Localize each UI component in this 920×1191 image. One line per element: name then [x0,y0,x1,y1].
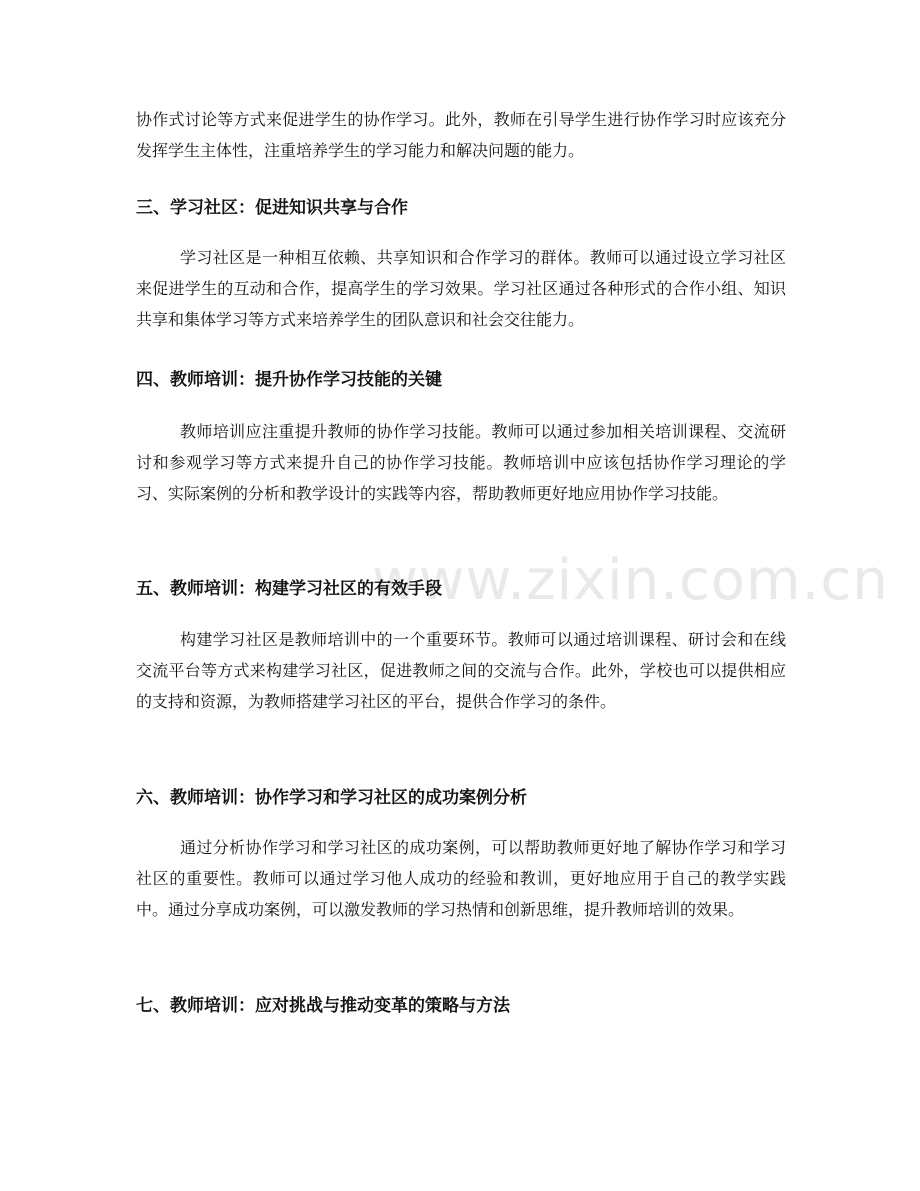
section-heading-4 [136,368,786,392]
heading-text: 六、教师培训：协作学习和学习社区的成功案例分析 [136,788,527,808]
paragraph-text: 学习社区是一种相互依赖、共享知识和合作学习的群体。教师可以通过设立学习社区来促进学生的互动和合作，提高学生的学习效果。学习社区通过各种形式的合作小组、知识共享和集体学习等方式来培养学生的团队意识和社会交往能力。 [136,248,786,329]
paragraph-text: 协作式讨论等方式来促进学生的协作学习。此外，教师在引导学生进行协作学习时应该充分发挥学生主体性，注重培养学生的学习能力和解决问题的能力。 [136,110,786,160]
section-heading-7 [136,994,786,1018]
heading-text: 七、教师培训：应对挑战与推动变革的策略与方法 [136,996,510,1016]
section-heading-3 [136,196,786,220]
section-6-paragraph [136,832,786,925]
paragraph-continuation [136,104,786,166]
paragraph-text: 教师培训应注重提升教师的协作学习技能。教师可以通过参加相关培训课程、交流研讨和参观学习等方式来提升自己的协作学习技能。教师培训中应该包括协作学习理论的学习、实际案例的分析和教学设计的实践等内容，帮助教师更好地应用协作学习技能。 [136,422,786,503]
heading-text: 四、教师培训：提升协作学习技能的关键 [136,370,442,390]
paragraph-text: 通过分析协作学习和学习社区的成功案例，可以帮助教师更好地了解协作学习和学习社区的重要性。教师可以通过学习他人成功的经验和教训，更好地应用于自己的教学实践中。通过分享成功案例，可以激发教师的学习热情和创新思维，提升教师培训的效果。 [136,838,786,919]
section-4-paragraph [136,416,786,509]
section-3-paragraph [136,242,786,335]
section-5-paragraph [136,624,786,717]
paragraph-text: 构建学习社区是教师培训中的一个重要环节。教师可以通过培训课程、研讨会和在线交流平台等方式来构建学习社区，促进教师之间的交流与合作。此外，学校也可以提供相应的支持和资源，为教师搭建学习社区的平台，提供合作学习的条件。 [136,630,786,711]
heading-text: 三、学习社区：促进知识共享与合作 [136,198,408,218]
watermark: www.zixin.com.cn [372,548,889,613]
section-heading-5 [136,577,786,601]
section-heading-6 [136,786,786,810]
heading-text: 五、教师培训：构建学习社区的有效手段 [136,579,442,599]
